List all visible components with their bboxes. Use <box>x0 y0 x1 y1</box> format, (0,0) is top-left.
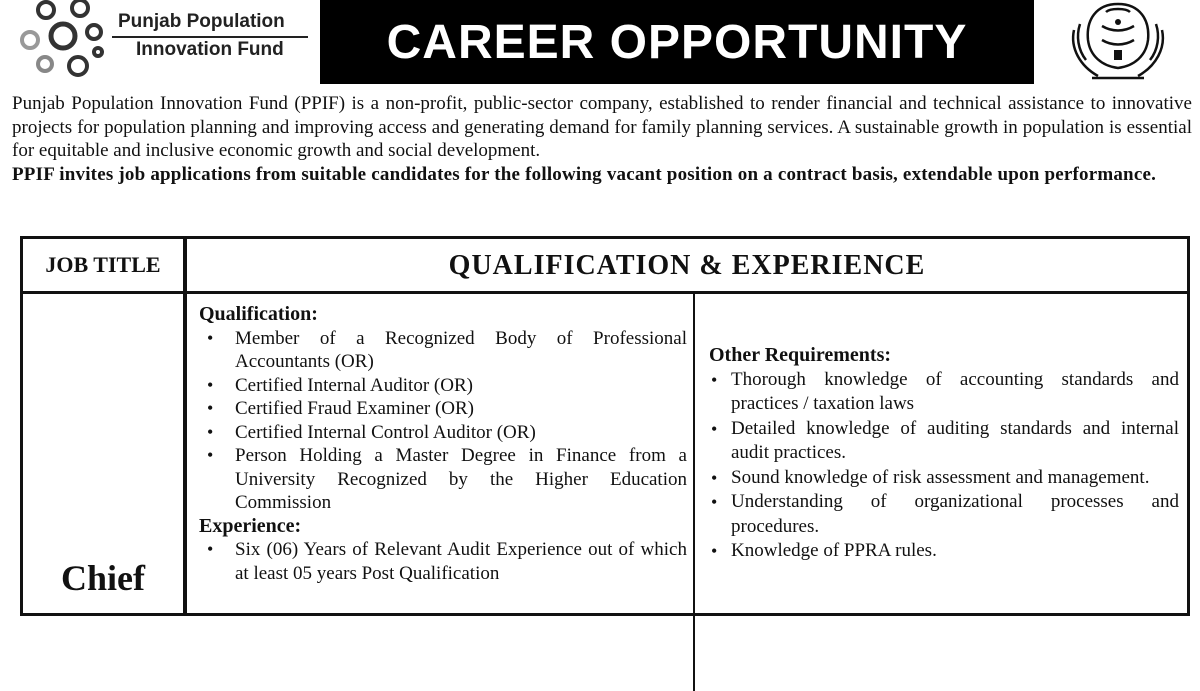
job-table <box>20 236 1190 616</box>
table-inner-divider <box>693 291 695 691</box>
list-item: • Knowledge of PPRA rules. <box>709 539 1179 564</box>
intro-paragraph: Punjab Population Innovation Fund (PPIF) is a non-profit, public-sector company, established to render financial and technical assistance to innovative projects for population planning and improving access and generating demand for family planning services. A sustainable growth in population is essential for equitable and inclusive economic growth and social development. <box>12 93 1192 161</box>
experience-list <box>199 538 687 585</box>
logo-line-1: Punjab Population <box>118 11 285 32</box>
qualification-experience-header: QUALIFICATION & EXPERIENCE <box>448 250 926 281</box>
table-column-divider <box>183 239 187 613</box>
ppif-logo-icon <box>18 0 108 80</box>
career-banner: CAREER OPPORTUNITY <box>320 0 1034 84</box>
list-item: • Member of a Recognized Body of Professional Accountants (OR) <box>199 327 687 374</box>
qualification-heading: Qualification: <box>199 303 318 325</box>
list-item: • Certified Internal Control Auditor (OR) <box>199 421 687 445</box>
list-item: • Understanding of organizational processes and procedures. <box>709 490 1179 539</box>
other-requirements-list <box>709 368 1179 564</box>
list-item: • Person Holding a Master Degree in Finance from a University Recognized by the Higher Education Commission <box>199 444 687 515</box>
list-item: • Thorough knowledge of accounting standards and practices / taxation laws <box>709 368 1179 417</box>
logo-divider <box>112 36 308 38</box>
list-item: • Sound knowledge of risk assessment and management. <box>709 466 1179 491</box>
other-requirements-heading: Other Requirements: <box>709 344 892 366</box>
intro-section <box>12 92 1192 186</box>
punjab-emblem-icon <box>1066 0 1170 84</box>
job-title-header: JOB TITLE <box>45 252 161 277</box>
experience-heading: Experience: <box>199 514 302 537</box>
list-item: • Certified Internal Auditor (OR) <box>199 374 687 398</box>
list-item: • Detailed knowledge of auditing standards and internal audit practices. <box>709 417 1179 466</box>
qualification-column <box>199 303 687 585</box>
qualification-list <box>199 327 687 515</box>
job-title-cell: Chief <box>61 558 145 598</box>
logo-line-2: Innovation Fund <box>136 39 284 60</box>
invitation-text: PPIF invites job applications from suitable candidates for the following vacant position on a contract basis, extendable upon performance. <box>12 163 1157 185</box>
list-item: • Certified Fraud Examiner (OR) <box>199 397 687 421</box>
other-requirements-column <box>709 343 1179 564</box>
list-item: • Six (06) Years of Relevant Audit Experience out of which at least 05 years Post Qualification <box>199 538 687 585</box>
